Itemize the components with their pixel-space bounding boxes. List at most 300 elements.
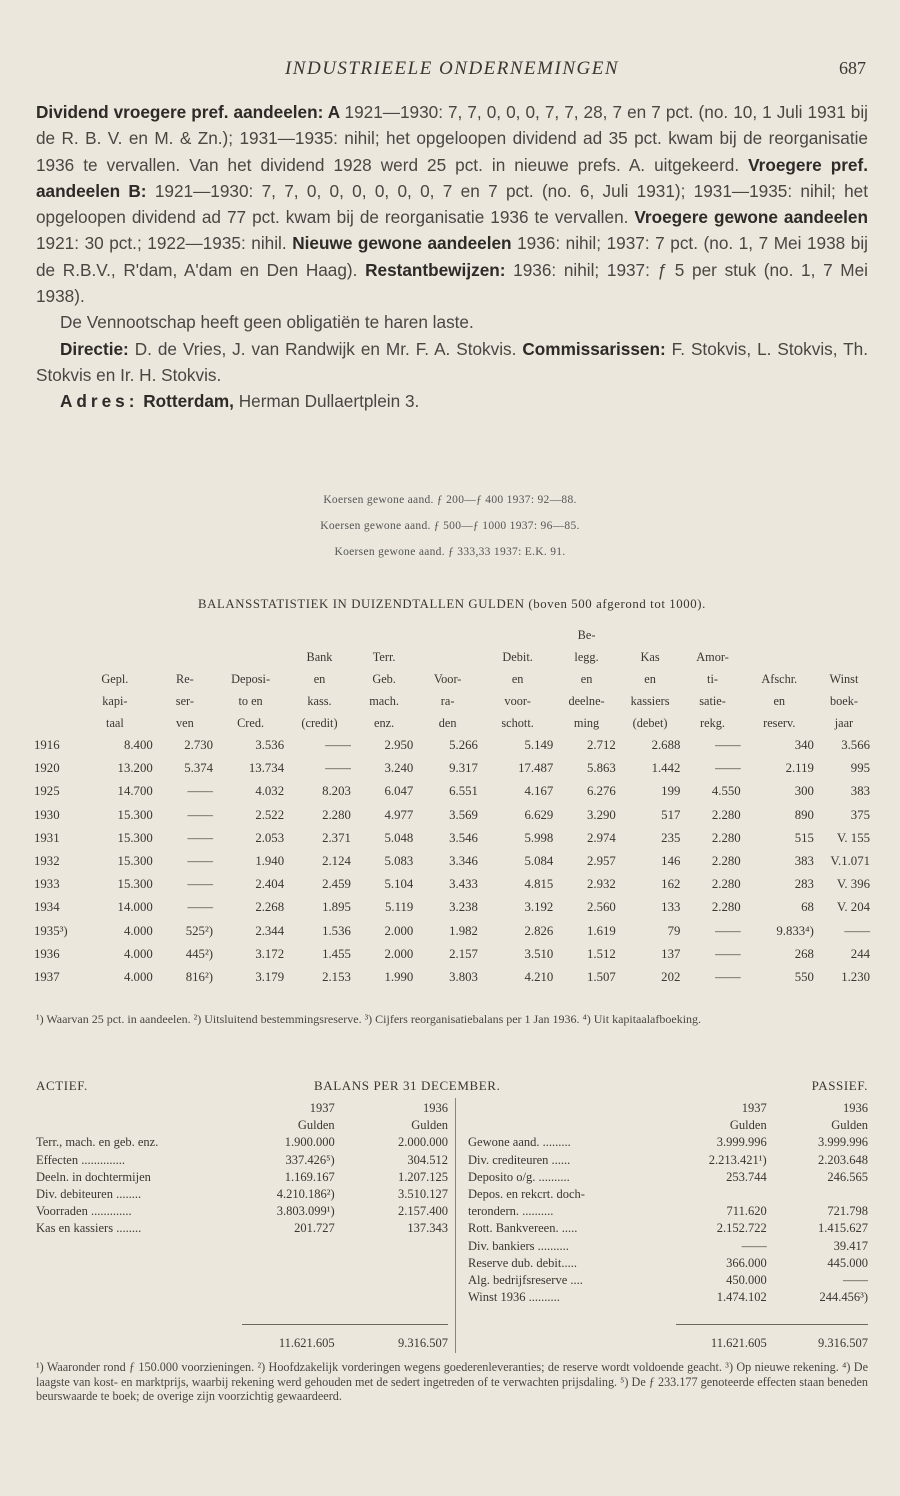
balance-label: Div. debiteuren ........ xyxy=(36,1187,142,1202)
balance-row xyxy=(468,1255,868,1272)
table-cell: 6.047 xyxy=(384,784,414,799)
table-cell: —— xyxy=(715,946,741,961)
table-cell: 14.700 xyxy=(117,784,153,799)
balance-row xyxy=(468,1134,868,1151)
table-row xyxy=(32,780,872,803)
balance-label: Deeln. in dochtermijen xyxy=(36,1169,151,1184)
adres-label: Adres: xyxy=(60,391,139,412)
table-cell: 13.734 xyxy=(248,761,285,776)
table-cell: 5.374 xyxy=(184,761,214,776)
table-cell: 4.977 xyxy=(384,807,414,822)
table-cell: 1.230 xyxy=(841,970,870,985)
column-header: rekg. xyxy=(700,716,725,730)
table-cell: 1.895 xyxy=(322,900,351,915)
balance-row xyxy=(468,1220,868,1237)
column-header xyxy=(353,624,415,646)
table-cell: 6.551 xyxy=(449,784,478,799)
balance-value: 2.000.000 xyxy=(398,1135,448,1150)
balance-value: 3.510.127 xyxy=(398,1187,448,1202)
text-run: 1936: nihil; 1937: 7 pct. (no. 1, 7 Mei 1938 bij de R.B.V., R'dam, A'dam en Den Haag). xyxy=(36,233,868,280)
column-header: Be- xyxy=(577,628,596,642)
table-cell: 5.083 xyxy=(384,854,414,869)
table-cell: 3.546 xyxy=(449,830,478,845)
table-cell: 268 xyxy=(794,946,814,961)
year-cell: 1934 xyxy=(34,900,60,915)
empty-cell xyxy=(468,1324,676,1352)
spacer-cell xyxy=(36,1306,448,1324)
balance-value: 39.417 xyxy=(833,1238,868,1253)
column-header: Gepl. xyxy=(101,672,129,686)
balance-value: 244.456³) xyxy=(819,1290,868,1305)
unit-header: Gulden xyxy=(729,1118,767,1133)
empty-cell xyxy=(468,1100,676,1117)
table-cell: 2.688 xyxy=(651,738,681,752)
column-header xyxy=(415,624,480,646)
empty-cell xyxy=(468,1117,676,1134)
table-cell: —— xyxy=(715,761,741,776)
table-row xyxy=(32,804,872,827)
table-cell: 4.000 xyxy=(123,970,153,985)
table-cell: —— xyxy=(187,830,214,845)
table-cell: 2.459 xyxy=(322,877,351,892)
table-cell: 3.238 xyxy=(449,900,478,915)
column-header xyxy=(155,646,215,668)
bold-term: Restantbewijzen: xyxy=(365,259,514,280)
table-cell: 15.300 xyxy=(117,830,153,845)
table-cell: 3.240 xyxy=(384,761,414,776)
actief-column xyxy=(36,1100,448,1352)
bold-term: Dividend vroegere pref. aandeelen: A xyxy=(36,102,345,122)
spacer-cell xyxy=(36,1272,448,1289)
table-cell: 5.149 xyxy=(524,738,554,752)
column-header xyxy=(743,646,816,668)
koers-line: Koersen gewone aand. ƒ 200—ƒ 400 1937: 92—88. xyxy=(323,494,577,506)
balance-value: 1.169.167 xyxy=(284,1169,335,1184)
table-cell: 525²) xyxy=(185,923,214,938)
table-cell: 2.053 xyxy=(255,830,285,845)
table-cell: —— xyxy=(844,923,870,938)
table-cell: —— xyxy=(325,738,351,752)
balance-value: —— xyxy=(843,1273,868,1288)
table-cell: 375 xyxy=(850,807,870,822)
column-header: Deposi- xyxy=(231,672,271,686)
column-header: Re- xyxy=(176,672,194,686)
table-cell: 2.280 xyxy=(322,807,351,822)
column-header xyxy=(215,624,286,646)
table-cell: 3.569 xyxy=(449,807,478,822)
column-header xyxy=(480,624,555,646)
table-cell: 5.266 xyxy=(449,738,478,752)
address-paragraph xyxy=(36,388,868,414)
table-cell: 2.280 xyxy=(711,854,741,869)
table-cell: 1.512 xyxy=(586,946,616,961)
year-header-row xyxy=(468,1100,868,1117)
table-cell: 5.048 xyxy=(384,830,414,845)
table-row xyxy=(32,850,872,873)
total-row xyxy=(36,1324,448,1352)
table-cell: 3.290 xyxy=(586,807,616,822)
table-cell: 2.950 xyxy=(384,738,414,752)
column-header: en xyxy=(773,694,786,708)
spacer-cell xyxy=(468,1306,868,1324)
table-cell: 4.815 xyxy=(524,877,554,892)
column-header: en xyxy=(313,672,326,686)
total-value: 11.621.605 xyxy=(242,1324,335,1352)
commissarissen-label: Commissarissen: xyxy=(522,338,666,359)
running-title: INDUSTRIEELE ONDERNEMINGEN xyxy=(284,58,619,79)
table-cell: 2.119 xyxy=(785,761,814,776)
table-cell: —— xyxy=(715,970,741,985)
table-cell: 283 xyxy=(794,877,814,892)
table-cell: 2.826 xyxy=(524,923,554,938)
balance-value: 450.000 xyxy=(726,1273,767,1288)
column-header: taal xyxy=(106,716,124,730)
year-cell: 1925 xyxy=(34,784,60,799)
balance-value: 3.803.099¹) xyxy=(276,1204,335,1219)
column-header: mach. xyxy=(369,694,399,708)
column-header xyxy=(618,624,683,646)
total-value: 9.316.507 xyxy=(335,1324,448,1352)
header-row xyxy=(32,624,872,646)
table-cell: 199 xyxy=(661,784,681,799)
table-cell: 8.203 xyxy=(322,784,351,799)
unit-header-row xyxy=(468,1117,868,1134)
balance-row xyxy=(468,1186,868,1203)
balance-row xyxy=(468,1238,868,1255)
table-cell: —— xyxy=(715,923,741,938)
balance-value: 2.157.400 xyxy=(398,1204,448,1219)
table-cell: 1.982 xyxy=(449,923,478,938)
table-cell: —— xyxy=(187,900,214,915)
table-cell: 3.433 xyxy=(449,877,478,892)
column-header xyxy=(32,646,75,668)
table-cell: V. 396 xyxy=(836,877,870,892)
total-row xyxy=(468,1324,868,1352)
table-cell: 3.510 xyxy=(524,946,554,961)
adres-city: Rotterdam, xyxy=(138,391,234,412)
table-cell: 995 xyxy=(850,761,870,776)
directie-label: Directie: xyxy=(60,338,129,359)
table-cell: 1.990 xyxy=(384,970,414,985)
table-cell: —— xyxy=(187,807,214,822)
balance-footnote: ¹) Waaronder rond ƒ 150.000 voorzieningen. ²) Hoofdzakelijk vorderingen wegens goederenleveranties; de reserve wordt voldoende geacht. ³) Op nieuwe rekening. ⁴) De laagste van kost- en marktprijs, waarbij rekening werd gehouden met de sedert ingetreden of te verwachten prijsdaling. ⁵) De ƒ 233.177 genoteerde effecten staan beneden beurswaarde te boek; de overige zijn voorzichtig gewaardeerd. xyxy=(36,1360,868,1404)
table-cell: 4.550 xyxy=(711,784,741,799)
table-cell: —— xyxy=(325,761,351,776)
spacer-cell xyxy=(36,1238,448,1255)
table-cell: 4.000 xyxy=(123,923,153,938)
table-cell: 244 xyxy=(850,946,870,961)
table-cell: 2.560 xyxy=(586,900,616,915)
table-cell: 79 xyxy=(667,923,681,938)
column-header xyxy=(32,712,75,734)
spacer-row xyxy=(36,1272,448,1289)
column-header: den xyxy=(438,716,457,730)
balance-value: 711.620 xyxy=(726,1204,767,1219)
page-number: 687 xyxy=(839,58,866,78)
column-header: ti- xyxy=(707,672,718,686)
table-cell: 3.803 xyxy=(449,970,478,985)
year-cell: 1920 xyxy=(34,761,60,776)
table-cell: 4.032 xyxy=(255,784,285,799)
unit-header: Gulden xyxy=(831,1118,868,1133)
table-cell: —— xyxy=(715,738,741,752)
balance-label: Alg. bedrijfsreserve .... xyxy=(468,1273,583,1288)
table-cell: 890 xyxy=(794,807,814,822)
spacer-cell xyxy=(36,1255,448,1272)
balance-value: 2.213.421¹) xyxy=(708,1152,767,1167)
table-cell: 3.566 xyxy=(841,738,870,752)
balance-label: Depos. en rekcrt. doch- xyxy=(468,1187,585,1202)
year-cell: 1931 xyxy=(34,830,60,845)
column-header: en xyxy=(644,672,656,686)
table-cell: 8.400 xyxy=(123,738,153,752)
table-cell: 517 xyxy=(661,807,681,822)
balance-row xyxy=(468,1289,868,1306)
table-cell: —— xyxy=(187,784,214,799)
koers-line: Koersen gewone aand. ƒ 333,33 1937: E.K. 91. xyxy=(334,546,566,558)
column-header: Kas xyxy=(640,650,660,664)
spacer-row xyxy=(36,1306,448,1324)
column-header xyxy=(682,624,742,646)
table-cell: 300 xyxy=(794,784,814,799)
total-value: 9.316.507 xyxy=(767,1324,868,1352)
column-header: Winst xyxy=(829,672,859,686)
table-cell: 3.172 xyxy=(255,946,285,961)
column-header: en xyxy=(511,672,524,686)
balance-label: Voorraden ............. xyxy=(36,1204,132,1219)
column-header: enz. xyxy=(374,716,395,730)
table-row xyxy=(32,873,872,896)
balance-value: 304.512 xyxy=(407,1152,448,1167)
year-cell: 1936 xyxy=(34,946,60,961)
year-cell: 1930 xyxy=(34,807,60,822)
table-row xyxy=(32,920,872,943)
table-cell: 2.344 xyxy=(255,923,285,938)
table-cell: 1.940 xyxy=(255,854,285,869)
bold-term: Nieuwe gewone aandeelen xyxy=(292,233,518,254)
table-cell: 340 xyxy=(794,738,814,752)
column-header: Cred. xyxy=(237,716,265,730)
table-cell: 4.000 xyxy=(123,946,153,961)
adres-street: Herman Dullaertplein 3. xyxy=(233,391,420,412)
balance-row xyxy=(468,1203,868,1220)
column-header: Afschr. xyxy=(761,672,798,686)
balansstatistiek-table xyxy=(32,624,872,989)
column-header xyxy=(32,668,75,690)
table-cell: 2.957 xyxy=(586,854,616,869)
passief-column xyxy=(468,1100,868,1352)
balance-divider xyxy=(455,1098,456,1353)
column-header: (credit) xyxy=(301,716,338,730)
balance-value: —— xyxy=(741,1238,767,1253)
table-cell: 1.442 xyxy=(651,761,681,776)
column-header: Amor- xyxy=(696,650,729,664)
balance-label: Div. bankiers .......... xyxy=(468,1238,569,1253)
actief-table xyxy=(36,1100,448,1352)
column-header: (debet) xyxy=(632,716,668,730)
table-cell: 1.507 xyxy=(586,970,616,985)
table-cell: 3.179 xyxy=(255,970,285,985)
table-cell: V. 155 xyxy=(836,830,870,845)
balance-row xyxy=(468,1169,868,1186)
balance-label: Terr., mach. en geb. enz. xyxy=(36,1135,159,1150)
balance-row xyxy=(36,1169,448,1186)
table-cell: 15.300 xyxy=(117,807,153,822)
column-header xyxy=(75,624,155,646)
balance-row xyxy=(36,1220,448,1237)
balance-value: 4.210.186²) xyxy=(276,1187,335,1202)
column-header: to en xyxy=(238,694,263,708)
column-header xyxy=(75,646,155,668)
text-run: 1921: 30 pct.; 1922—1935: nihil. xyxy=(36,233,293,254)
management-paragraph xyxy=(36,336,868,389)
balance-value: 246.565 xyxy=(827,1169,868,1184)
year-header: 1937 xyxy=(309,1101,335,1115)
balance-value: 445.000 xyxy=(827,1255,868,1270)
column-header: deelne- xyxy=(568,694,605,708)
spacer-row xyxy=(36,1289,448,1306)
table-cell: —— xyxy=(187,854,214,869)
table-cell: 2.730 xyxy=(184,738,214,752)
year-cell: 1932 xyxy=(34,854,60,869)
unit-header: Gulden xyxy=(297,1118,335,1133)
koers-line: Koersen gewone aand. ƒ 500—ƒ 1000 1937: 96—85. xyxy=(320,520,580,532)
table-cell: 550 xyxy=(794,970,814,985)
table-cell: 383 xyxy=(850,784,870,799)
table-cell: 3.192 xyxy=(524,900,554,915)
table-cell: 2.000 xyxy=(384,946,414,961)
balance-value: 253.744 xyxy=(726,1169,767,1184)
table-cell: 202 xyxy=(661,970,681,985)
balance-row xyxy=(36,1152,448,1169)
balance-label: terondern. .......... xyxy=(468,1204,554,1219)
table-cell: 2.280 xyxy=(711,807,741,822)
column-header: boek- xyxy=(829,694,858,708)
table-cell: 2.280 xyxy=(711,830,741,845)
column-header: voor- xyxy=(504,694,531,708)
table-cell: 17.487 xyxy=(518,761,554,776)
balance-value: 1.415.627 xyxy=(818,1221,868,1236)
balance-value: 137.343 xyxy=(407,1221,448,1236)
balance-value: 1.900.000 xyxy=(284,1135,335,1150)
table-cell: 146 xyxy=(661,854,681,869)
directie-names: D. de Vries, J. van Randwijk en Mr. F. A. Stokvis. xyxy=(128,338,523,359)
table-row xyxy=(32,966,872,989)
text-run: 1921—1930: 7, 7, 0, 0, 0, 0, 0, 0, 7 en 7 pct. (no. 6, Juli 1931); 1931—1935: nihil; het opgeloopen dividend ad 77 pct. kwam bij de reorganisatie 1936 te vervallen. xyxy=(36,180,868,228)
column-header: Voor- xyxy=(433,672,462,686)
balansstatistiek-title: BALANSSTATISTIEK IN DUIZENDTALLEN GULDEN (boven 500 afgerond tot 1000). xyxy=(198,597,706,611)
table-cell: 1.455 xyxy=(322,946,351,961)
company-text xyxy=(36,99,868,415)
balance-label: Rott. Bankvereen. ..... xyxy=(468,1221,578,1236)
balance-value: 1.207.125 xyxy=(398,1169,448,1184)
empty-cell xyxy=(36,1100,242,1117)
balance-heading xyxy=(36,1078,868,1098)
table-cell: 9.317 xyxy=(449,761,478,776)
column-header: ming xyxy=(573,716,600,730)
table-cell: 2.124 xyxy=(322,854,351,869)
text-run: 1936: nihil; 1937: ƒ 5 per stuk (no. 1, 7 Mei 1938). xyxy=(36,259,868,307)
spacer-row xyxy=(36,1255,448,1272)
column-header: kapi- xyxy=(102,694,128,708)
table-cell: 5.104 xyxy=(384,877,414,892)
table-cell: 9.833⁴) xyxy=(776,923,814,938)
obligation-paragraph: De Vennootschap heeft geen obligatiën te haren laste. xyxy=(60,312,474,333)
table-cell: 68 xyxy=(801,900,814,915)
table-cell: 15.300 xyxy=(117,877,153,892)
table-cell: 5.084 xyxy=(524,854,554,869)
table-row xyxy=(32,943,872,966)
column-header xyxy=(816,624,872,646)
table-cell: 2.932 xyxy=(586,877,616,892)
balance-row xyxy=(36,1134,448,1151)
empty-cell xyxy=(36,1117,242,1134)
column-header: reserv. xyxy=(763,716,796,730)
column-header: ven xyxy=(176,716,194,730)
balance-label: Gewone aand. ......... xyxy=(468,1135,571,1150)
table-cell: 137 xyxy=(661,946,681,961)
column-header: satie- xyxy=(699,694,726,708)
passief-label: PASSIEF. xyxy=(811,1078,868,1093)
table-cell: 2.974 xyxy=(586,830,616,845)
table-row xyxy=(32,896,872,919)
column-header: Debit. xyxy=(502,650,533,664)
balance-row xyxy=(36,1203,448,1220)
table-cell: 515 xyxy=(794,830,814,845)
table-cell: 5.119 xyxy=(385,900,414,915)
spacer-row xyxy=(468,1306,868,1324)
balance-value: 1.474.102 xyxy=(716,1290,767,1305)
table-row xyxy=(32,827,872,850)
table-cell: 2.153 xyxy=(322,970,351,985)
balance-value: 3.999.996 xyxy=(818,1135,868,1150)
balance-value: 2.203.648 xyxy=(818,1152,868,1167)
spacer-row xyxy=(36,1238,448,1255)
balance-label: Effecten .............. xyxy=(36,1152,125,1167)
year-header: 1937 xyxy=(741,1101,767,1115)
table-cell: 3.536 xyxy=(255,738,285,752)
column-header: ra- xyxy=(440,694,455,708)
header-row xyxy=(32,668,872,690)
table-cell: 162 xyxy=(661,877,681,892)
year-cell: 1916 xyxy=(34,738,60,752)
column-header: jaar xyxy=(834,716,854,730)
balance-label: Reserve dub. debit..... xyxy=(468,1255,578,1270)
table-cell: 2.000 xyxy=(384,923,414,938)
header-row xyxy=(32,712,872,734)
table-cell: 2.522 xyxy=(255,807,285,822)
balance-row xyxy=(468,1152,868,1169)
balance-label: Kas en kassiers ........ xyxy=(36,1221,142,1236)
table-cell: 4.210 xyxy=(524,970,554,985)
balance-value: 366.000 xyxy=(726,1255,767,1270)
table-cell: 6.629 xyxy=(524,807,554,822)
bold-term: Vroegere pref. aandeelen B: xyxy=(36,154,868,201)
column-header xyxy=(286,624,353,646)
year-header: 1936 xyxy=(843,1101,868,1115)
column-header: Geb. xyxy=(372,672,396,686)
column-header: ser- xyxy=(175,694,194,708)
balance-value xyxy=(767,1186,868,1203)
column-header xyxy=(32,690,75,712)
table-cell: 235 xyxy=(661,830,681,845)
table-cell: V.1.071 xyxy=(830,854,870,869)
column-header: schott. xyxy=(501,716,534,730)
balance-value: 3.999.996 xyxy=(716,1135,767,1150)
actief-label: ACTIEF. xyxy=(36,1078,88,1093)
table-cell: 445²) xyxy=(185,946,214,961)
unit-header-row xyxy=(36,1117,448,1134)
